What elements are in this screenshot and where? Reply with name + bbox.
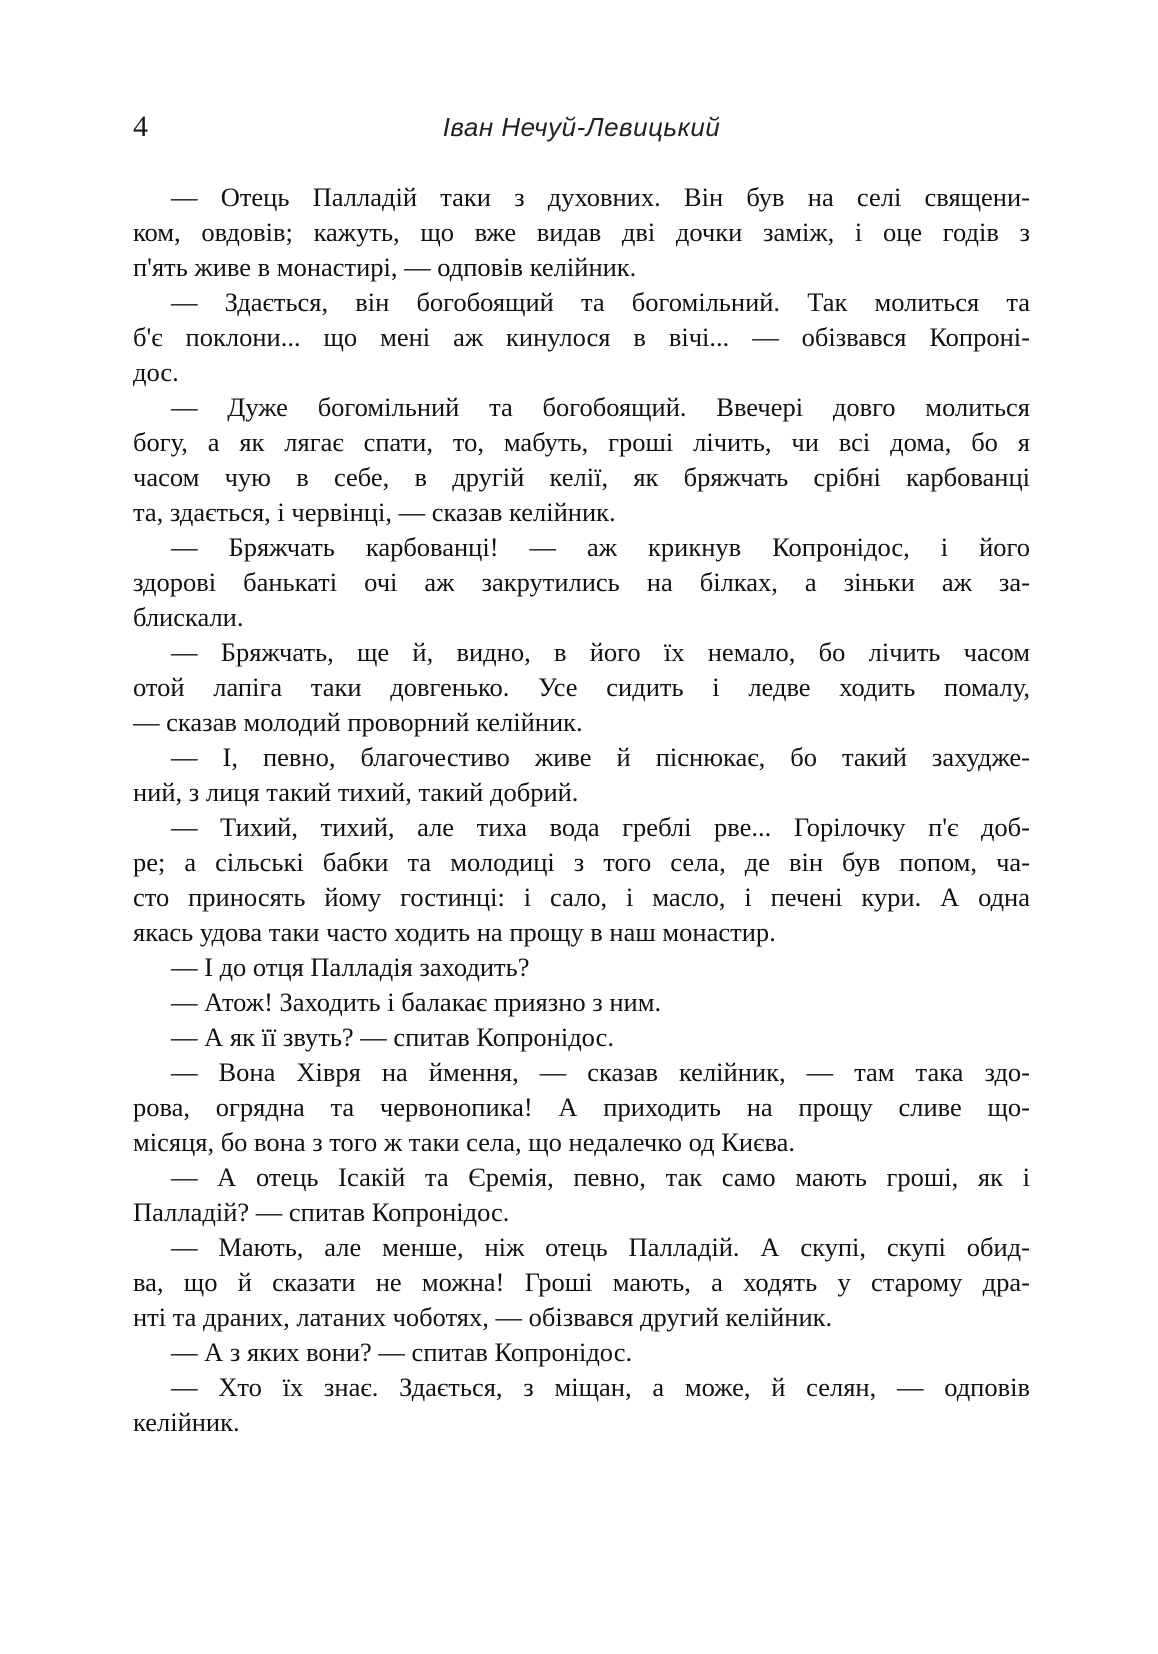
text-line: часом чую в себе, в другій келії, як бряжчать срібні карбованці xyxy=(133,462,1030,492)
text-line: — Дуже богомільний та богобоящий. Ввечері довго молиться xyxy=(171,392,1030,422)
text-line: отой лапіга таки довгенько. Усе сидить і ледве ходить помалу, xyxy=(133,672,1030,702)
paragraph xyxy=(133,950,1030,985)
page-content xyxy=(133,180,1030,1440)
text-line: Палладій? — спитав Копронідос. xyxy=(133,1197,510,1227)
paragraph xyxy=(133,810,1030,950)
text-line: — А як її звуть? — спитав Копронідос. xyxy=(171,1022,614,1052)
text-line: ре; а сільські бабки та молодиці з того села, де він був попом, ча- xyxy=(133,847,1030,877)
text-line: здорові банькаті очі аж закрутились на білках, а зіньки аж за- xyxy=(133,567,1030,597)
paragraph xyxy=(133,180,1030,285)
text-line: — Мають, але менше, ніж отець Палладій. А скупі, скупі обид- xyxy=(171,1232,1030,1262)
text-line: — Бряжчать, ще й, видно, в його їх немало, бо лічить часом xyxy=(171,637,1030,667)
text-line: місяця, бо вона з того ж таки села, що недалечко од Києва. xyxy=(133,1127,796,1157)
paragraph xyxy=(133,530,1030,635)
paragraph xyxy=(133,740,1030,810)
text-line: — І до отця Палладія заходить? xyxy=(171,952,530,982)
text-line: рова, огрядна та червонопика! А приходить на прощу сливе що- xyxy=(133,1092,1030,1122)
paragraph xyxy=(133,1055,1030,1160)
text-line: — Тихий, тихий, але тиха вода греблі рве... Горілочку п'є доб- xyxy=(171,812,1030,842)
text-line: сто приносять йому гостинці: і сало, і масло, і печені кури. А одна xyxy=(133,882,1030,912)
text-line: якась удова таки часто ходить на прощу в наш монастир. xyxy=(133,917,776,947)
text-line: дос. xyxy=(133,357,179,387)
paragraph xyxy=(133,1020,1030,1055)
paragraph xyxy=(133,1160,1030,1230)
page-header xyxy=(133,110,1030,150)
text-line: — А з яких вони? — спитав Копронідос. xyxy=(171,1337,633,1367)
text-line: та, здається, і червінці, — сказав келійник. xyxy=(133,497,616,527)
text-line: — Здається, він богобоящий та богомільний. Так молиться та xyxy=(171,287,1030,317)
text-line: — Бряжчать карбованці! — аж крикнув Копронідос, і його xyxy=(171,532,1030,562)
page-number: 4 xyxy=(133,110,148,143)
text-line: — Отець Палладій таки з духовних. Він був на селі священи- xyxy=(171,182,1030,212)
text-line: ва, що й сказати не можна! Гроші мають, а ходять у старому дра- xyxy=(133,1267,1030,1297)
paragraph xyxy=(133,1230,1030,1335)
text-line: — А отець Ісакій та Єремія, певно, так само мають гроші, як і xyxy=(171,1162,1030,1192)
running-header: Іван Нечуй-Левицький xyxy=(442,112,721,142)
text-line: — І, певно, благочестиво живе й піснюкає, бо такий захудже- xyxy=(171,742,1030,772)
text-line: — Хто їх знає. Здається, з міщан, а може, й селян, — одповів xyxy=(171,1372,1030,1402)
text-line: ний, з лиця такий тихий, такий добрий. xyxy=(133,777,579,807)
text-line: ком, овдовів; кажуть, що вже видав дві дочки заміж, і оце годів з xyxy=(133,217,1030,247)
paragraph xyxy=(133,390,1030,530)
text-line: — сказав молодий проворний келійник. xyxy=(133,707,583,737)
paragraph xyxy=(133,985,1030,1020)
text-line: богу, а як лягає спати, то, мабуть, гроші лічить, чи всі дома, бо я xyxy=(133,427,1030,457)
text-line: п'ять живе в монастирі, — одповів келійник. xyxy=(133,252,637,282)
paragraph xyxy=(133,285,1030,390)
paragraph xyxy=(133,635,1030,740)
text-line: келійник. xyxy=(133,1407,240,1437)
paragraph xyxy=(133,1370,1030,1440)
text-line: — Атож! Заходить і балакає приязно з ним. xyxy=(171,987,662,1017)
text-line: нті та драних, латаних чоботях, — обізвався другий келійник. xyxy=(133,1302,833,1332)
text-line: б'є поклони... що мені аж кинулося в вічі... — обізвався Копроні- xyxy=(133,322,1030,352)
paragraph xyxy=(133,1335,1030,1370)
text-line: — Вона Хівря на ймення, — сказав келійник, — там така здо- xyxy=(171,1057,1030,1087)
text-line: блискали. xyxy=(133,602,244,632)
